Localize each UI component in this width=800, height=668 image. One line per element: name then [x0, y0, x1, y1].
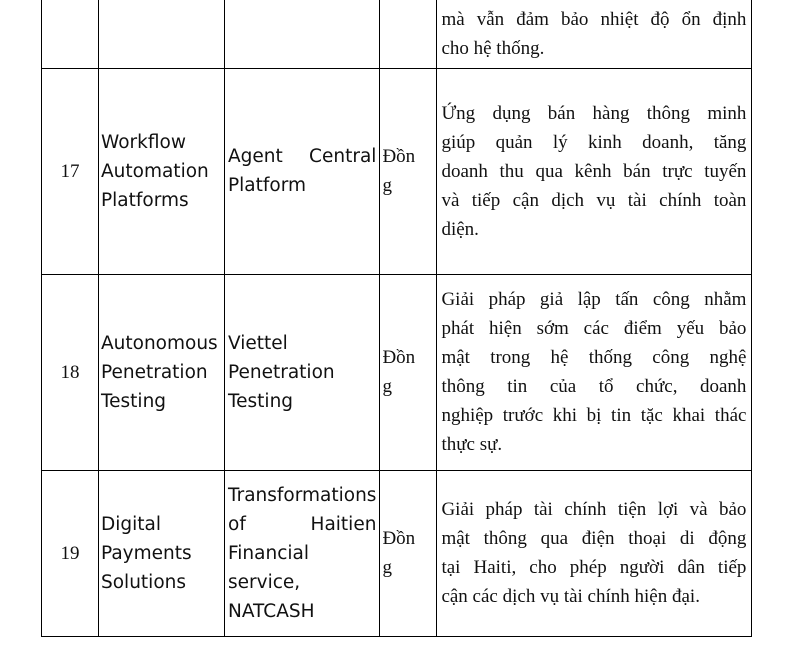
org-line: Financial	[228, 542, 310, 564]
org-line: of Haitien	[228, 513, 377, 535]
description-cell	[437, 0, 752, 68]
description-line: mật thông qua điện thoại di động	[441, 528, 747, 549]
unit-line: Đồn	[382, 347, 416, 368]
description-line: nghiệp trước khi bị tin tặc khai thác	[441, 405, 747, 426]
description-line: thông tin của tổ chức, doanh	[441, 376, 747, 397]
no-cell: 18	[42, 274, 99, 470]
unit-cell	[380, 68, 437, 274]
unit-cell	[380, 274, 437, 470]
category-cell	[99, 274, 225, 470]
description-cell	[437, 470, 752, 636]
description-line: mật trong hệ thống công nghệ	[441, 347, 747, 368]
org-line: Agent Central	[228, 146, 377, 167]
org-line: service,	[228, 571, 301, 593]
category-line: Workflow	[101, 131, 186, 153]
unit-line: Đồn	[382, 528, 416, 549]
category-line: Digital	[101, 513, 161, 535]
description-line: và tiếp cận dịch vụ tài chính toàn	[441, 189, 747, 211]
org-cell	[225, 0, 380, 68]
description-line: Giải pháp tài chính tiện lợi và bảo	[441, 499, 747, 520]
unit-cell	[380, 0, 437, 68]
unit-line: g	[382, 376, 392, 397]
description-line: giúp quản lý kinh doanh, tăng	[441, 131, 747, 153]
org-line: NATCASH	[228, 600, 315, 622]
org-line: Testing	[228, 390, 294, 412]
org-cell	[225, 68, 380, 274]
category-line: Autonomous	[101, 332, 218, 354]
org-line: Penetration	[228, 361, 335, 383]
unit-line: Đồn	[382, 146, 416, 167]
org-cell	[225, 274, 380, 470]
description-line: diện.	[441, 218, 479, 240]
category-line: Penetration	[101, 361, 208, 383]
description-cell	[437, 68, 752, 274]
table-row-continued	[42, 0, 752, 68]
no-cell: 19	[42, 470, 99, 636]
description-cell	[437, 274, 752, 470]
awards-table	[41, 0, 752, 637]
org-cell	[225, 470, 380, 636]
unit-line: g	[382, 557, 392, 578]
table-row	[42, 274, 752, 470]
description-line: thực sự.	[441, 434, 503, 455]
description-line: phát hiện sớm các điểm yếu bảo	[441, 318, 747, 339]
category-line: Payments	[101, 542, 192, 564]
org-line: Platform	[228, 175, 307, 196]
description-line: Ứng dụng bán hàng thông minh	[441, 102, 747, 124]
description-line: doanh thu qua kênh bán trực tuyến	[441, 160, 747, 182]
category-cell	[99, 68, 225, 274]
no-cell	[42, 0, 99, 68]
description-line: tại Haiti, cho phép người dân tiếp	[441, 557, 747, 578]
description-line: cho hệ thống.	[441, 37, 545, 59]
unit-cell	[380, 470, 437, 636]
org-line: Viettel	[228, 332, 288, 354]
table-row	[42, 68, 752, 274]
description-line: Giải pháp giả lập tấn công nhằm	[441, 289, 747, 310]
category-cell	[99, 470, 225, 636]
table-row	[42, 470, 752, 636]
category-line: Platforms	[101, 189, 189, 211]
no-cell: 17	[42, 68, 99, 274]
category-line: Solutions	[101, 571, 187, 593]
description-line: cận các dịch vụ tài chính hiện đại.	[441, 586, 700, 607]
category-line: Automation	[101, 160, 209, 182]
org-line: Transformations	[228, 484, 377, 506]
description-line: mà vẫn đảm bảo nhiệt độ ổn định	[441, 8, 747, 30]
category-line: Testing	[101, 390, 167, 412]
unit-line: g	[382, 175, 392, 196]
category-cell	[99, 0, 225, 68]
